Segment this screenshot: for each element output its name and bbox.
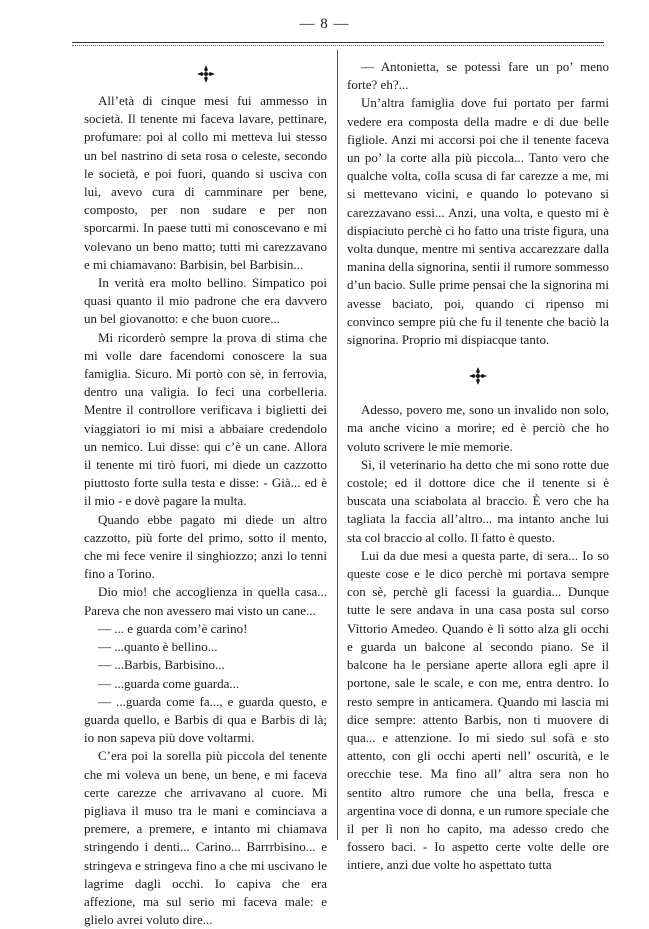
left-column [84, 62, 327, 929]
right-column [347, 58, 609, 875]
column-divider [337, 50, 338, 840]
header-rule-dotted [72, 45, 604, 46]
dialogue-line: — Antonietta, se potessi fare un po’ meno forte? eh?... [347, 59, 609, 93]
paragraph: Mi ricorderò sempre la prova di stima che mi volle dare facendomi conoscere la sua famiglia. Sicuro. Mi portò con sè, in ferrovia, dentro una valigia. Io feci una corbelleria. Mentre il controllore verificava i biglietti dei viaggiatori io mi misi a abbaiare credendolo un nemico. Lui disse: qui c’è un cane. Allora il tenente mi tirò fuori, mi diede un cazzotto piuttosto forte sulla testa e disse: - Già... ed è il mio - e dovè pagare la multa. [84, 329, 327, 509]
paragraph: Dio mio! che accoglienza in quella casa... Pareva che non avessero mai visto un cane... [84, 584, 327, 618]
page-number: — 8 — [299, 16, 350, 32]
paragraph: Un’altra famiglia dove fui portato per farmi vedere era composta della madre e di due belle figliole. Anzi mi accorsi poi che il tenente faceva un po’ la corte alla più piccola... Tanto vero che qualche volta, colla scusa di far carezze a me, mi si mettevano vicini, e quando lo potevano si carezzavano essi... Anzi, una volta, e questo mi è dispiaciuto perchè ci ho fatto una triste figura, una volta dunque, mentre mi sentiva accarezzare dalla manina della signorina, sentii il rumore sommesso d’un bacio. Sulle prime pensai che la signorina mi avesse baciato, poi, quando ci ripenso mi convinco sempre più che fu il tenente che baciò la signorina. Proprio mi dispiacque tanto. [347, 95, 609, 348]
dialogue-line: — ...quanto è bellino... [98, 639, 218, 655]
fleuron-ornament-icon [84, 62, 327, 86]
paragraph: Lui da due mesi a questa parte, di sera... Io so queste cose e le dico perchè mi portava sempre con sè, perchè gli facessi la guardia... Dunque tutte le sere andava in una casa posta sul corso Vittorio Amedeo. Quando è lì sotto alza gli occhi e guarda un balcone al secondo piano. Se il balcone ha le persiane aperte allora egli apre il portone, sale le scale, e con me, entra dentro. Io resto sempre in anticamera. Quando mi lascia mi dice sempre: attento Barbis, non ti muovere di qua... e attenzione. Io mi siedo sul sofà e sto attento, con gli occhi aperti nell’ oscurità, e le orecchie tese. Ma fino all’ altra sera non ho sentito altro rumore che una bella, fresca e argentina voce di donna, e un rumore speciale che il per lì non ho capito, ma adesso credo che fossero baci. - Io aspetto certe volte delle ore intiere, anzi due volte ho aspettato tutta [347, 547, 609, 873]
dialogue-line: — ... e guarda com’è carino! [98, 620, 248, 636]
paragraph: Adesso, povero me, sono un invalido non solo, ma anche vicino a morire; ed è perciò che ho voluto scrivere le mie memorie. [347, 402, 609, 454]
paragraph: Sì, il veterinario ha detto che mi sono rotte due costole; ed il dottore dice che il tenente si è buscata una sciabolata al braccio. È vero che ha tagliata la faccia all’altro... ma intanto anche lui sta col braccio al collo. Il fatto è questo. [347, 456, 609, 545]
dialogue-line: — ...guarda come fa..., e guarda questo, e guarda quello, e Barbis di qua e Barbis di là; io non sapeva più dove voltarmi. [84, 693, 327, 746]
dialogue-line: — ...guarda come guarda... [98, 675, 240, 691]
fleuron-ornament-icon [347, 357, 609, 395]
header-rule [72, 42, 604, 43]
paragraph: All’età di cinque mesi fui ammesso in società. Il tenente mi faceva lavare, pettinare, profumare: poi al collo mi metteva lui stesso un bel nastrino di seta rosa o celeste, secondo le società, e poi fuori, quando si usciva con lui, avevo cura di camminare per bene, composto, per non sudare e per non sporcarmi. In paese tutti mi conoscevano e mi volevano un beno matto; tutti mi carezzavano e mi chiamavano: Barbisin, bel Barbisin... [84, 93, 327, 272]
paragraph: In verità era molto bellino. Simpatico poi quasi quanto il mio padrone che era davvero un bel giovanotto: e che buon cuore... [84, 275, 327, 327]
paragraph: Quando ebbe pagato mi diede un altro cazzotto, più forte del primo, sotto il mento, che mi fece venire il singhiozzo; anzi lo tenni fino a Torino. [84, 511, 327, 582]
paragraph: C’era poi la sorella più piccola del tenente che mi voleva un bene, un bene, e mi faceva certe carezze che arrivavano al cuore. Mi pigliava il muso tra le mani e cominciava a premere, a premere, e intanto mi chiamava stringendo i denti... Carino... Barrrbisino... e stringeva e stringeva fino a che mi uscivano le lagrime dagli occhi. Io capiva che era affezione, ma sul serio mi faceva male: e glielo avrei voluto dire... [84, 748, 327, 928]
dialogue-line: — ...Barbis, Barbisino... [98, 657, 225, 673]
